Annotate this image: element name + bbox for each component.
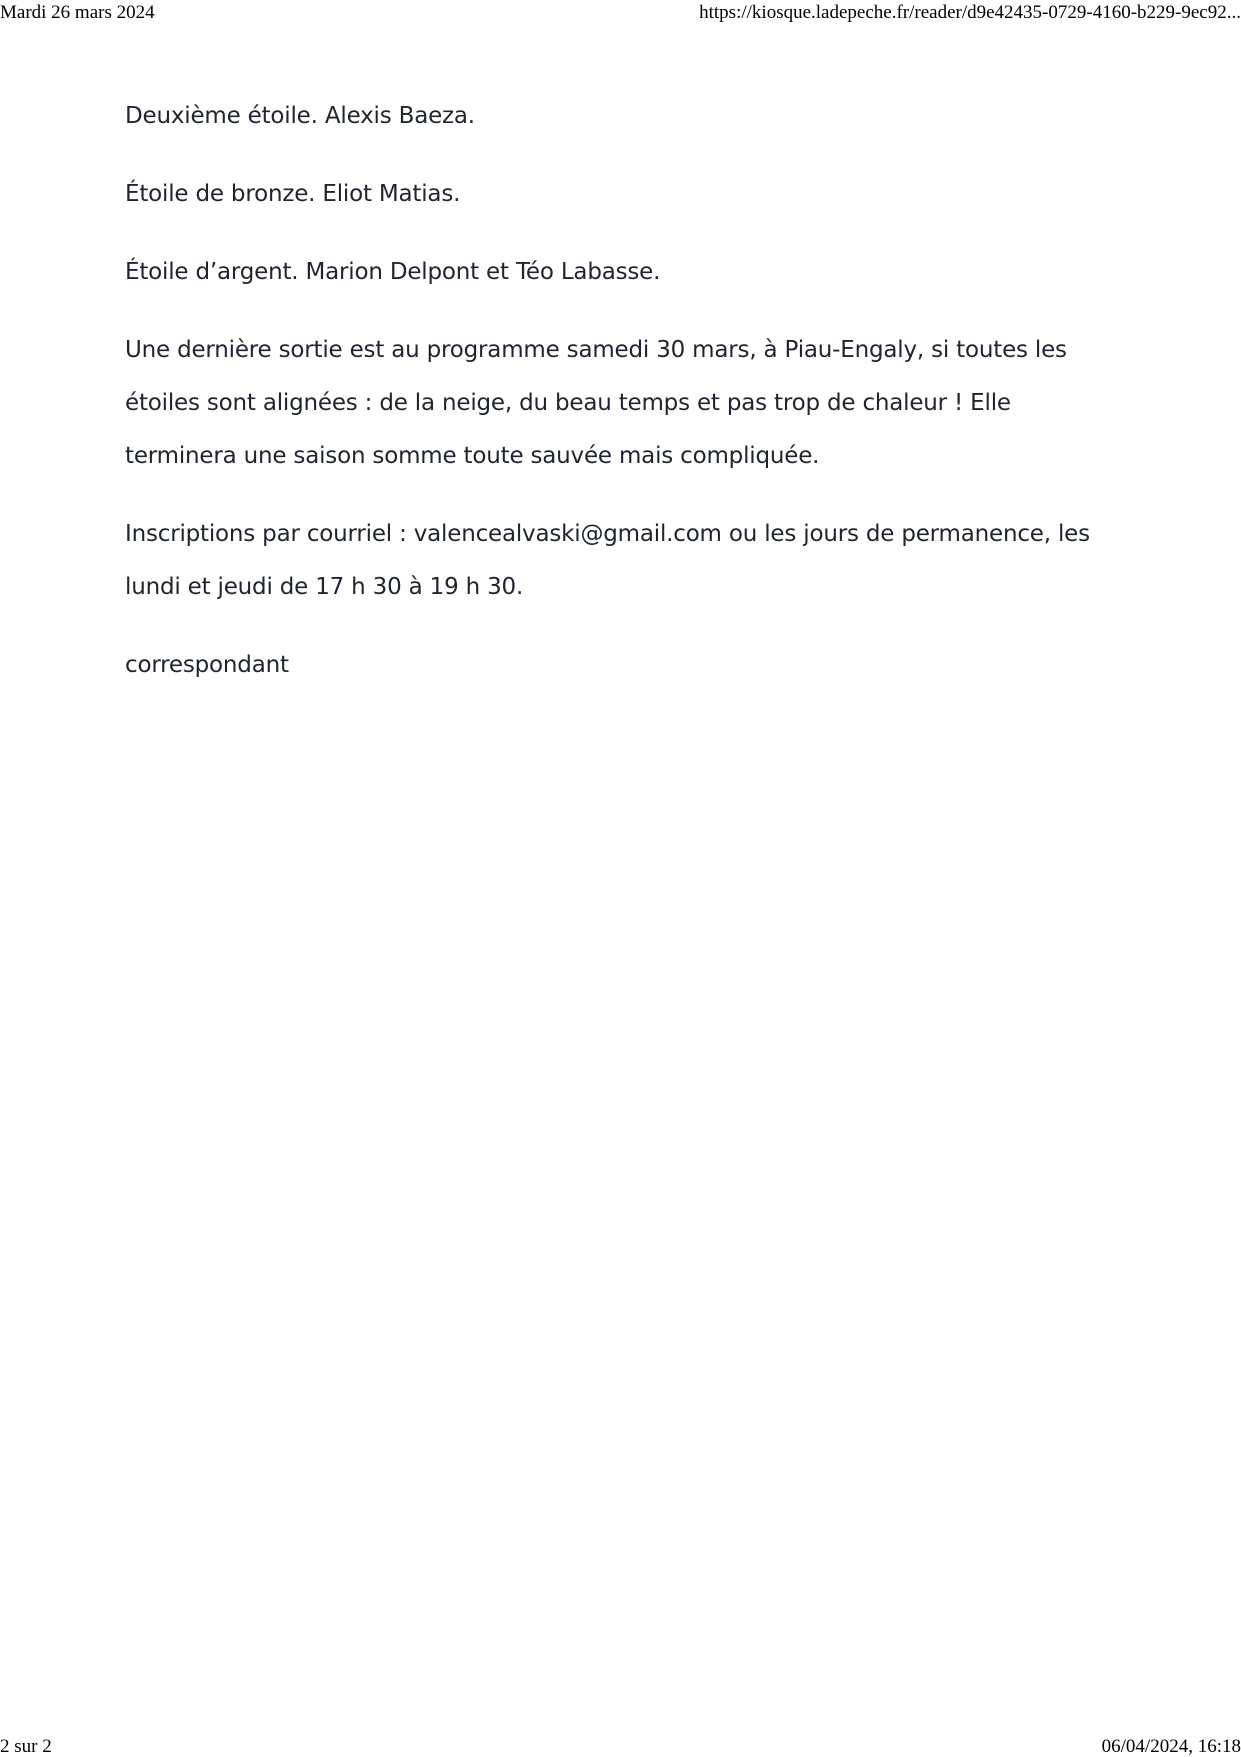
paragraph-etoile-bronze: Étoile de bronze. Eliot Matias. <box>125 181 461 207</box>
paragraph-derniere-sortie: Une dernière sortie est au programme samedi 30 mars, à Piau-Engaly, si toutes les étoiles sont alignées : de la neige, du beau temps et pas trop de chaleur ! Elle terminera une saison somme toute sauvée mais compliquée. <box>125 337 1067 469</box>
paragraph-etoile-argent: Étoile d’argent. Marion Delpont et Téo Labasse. <box>125 259 661 285</box>
page-number: 2 sur 2 <box>0 1736 52 1757</box>
print-url: https://kiosque.ladepeche.fr/reader/d9e42435-0729-4160-b229-9ec92... <box>699 2 1241 23</box>
paragraph-deuxieme-etoile: Deuxième étoile. Alexis Baeza. <box>125 103 475 129</box>
article-body <box>125 90 1125 717</box>
print-timestamp: 06/04/2024, 16:18 <box>1101 1736 1241 1757</box>
paragraph-inscriptions: Inscriptions par courriel : valencealvaski@gmail.com ou les jours de permanence, les lundi et jeudi de 17 h 30 à 19 h 30. <box>125 521 1090 600</box>
paragraph-signature: correspondant <box>125 652 289 678</box>
print-date: Mardi 26 mars 2024 <box>0 2 155 23</box>
